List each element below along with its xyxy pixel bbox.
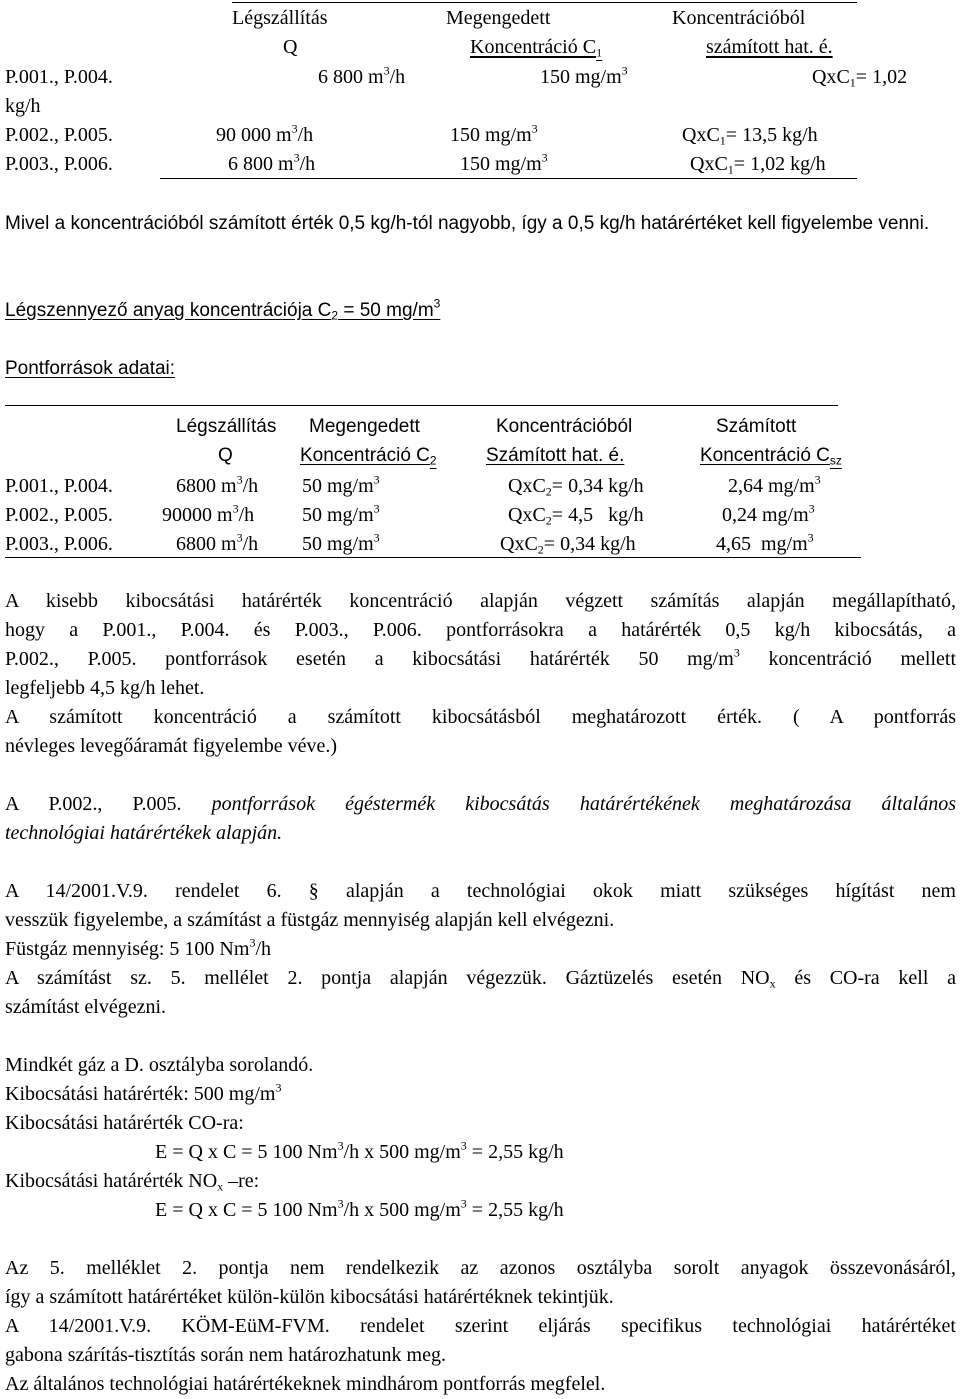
table1-row3-flow: 6 800 $m^3/h$ (228, 150, 316, 175)
p5-line3: Kibocsátási határérték CO-ra: (5, 1112, 244, 1134)
table2-row3-source: P.003., P.006. (5, 533, 113, 555)
table1-header-calc-limit: számított hat. é. (706, 36, 833, 58)
table2-row1-calc: QxC$_2$= 0,34 kg/h (508, 475, 644, 499)
table1-bottom-rule (160, 178, 857, 179)
p6-line3: A 14/2001.V.9. KÖM-EüM-FVM. rendelet szerint eljárás specifikus technológiai határértéket (5, 1315, 956, 1337)
table1-row1-calc: QxC$_1$= 1,02 (812, 66, 908, 90)
table2-row3-conc: 50 $mg/m^3$ (302, 530, 380, 555)
table2-header-allowed: Megengedett (309, 416, 420, 437)
table2-header-flow: Légszállítás (176, 416, 277, 437)
table2-header-result-conc: Koncentráció $C_{sz}$ (700, 445, 842, 468)
table1-header-flow: Légszállítás (232, 7, 328, 29)
table2-header-flow-q: Q (218, 445, 233, 466)
table2-header-calc: Koncentrációból (496, 416, 633, 437)
table2-row1-flow: 6800 $m^3/h$ (176, 472, 259, 497)
table2-row3-flow: 6800 $m^3/h$ (176, 530, 259, 555)
table1-row2-flow: 90 000 $m^3/h$ (216, 121, 314, 146)
p5-line2: Kibocsátási határérték: 500 $mg/m^3$ (5, 1080, 282, 1105)
p5-line1: Mindkét gáz a D. osztályba sorolandó. (5, 1054, 314, 1076)
p5-equation-co: E = Q x C = 5 100 Nm$^3$/h x 500 $mg/m^3 = 2,55$ kg/h (155, 1138, 564, 1163)
p6-line2: így a számított határértéket külön-külön kibocsátási határértéknek tekintjük. (5, 1286, 614, 1308)
p2-line6: névleges levegőáramát figyelembe véve.) (5, 735, 338, 757)
table1-row3-source: P.003., P.006. (5, 153, 113, 175)
table1-header-calc: Koncentrációból (672, 7, 806, 29)
p6-line4: gabona szárítás-tisztítás során nem határozhatunk meg. (5, 1344, 446, 1366)
table2-header-result: Számított (716, 416, 797, 437)
table1-header-flow-q: Q (283, 36, 298, 58)
p3-line2: technológiai határértékek alapján. (5, 822, 283, 844)
table2-bottom-rule (5, 557, 861, 558)
p2-line1: A kisebb kibocsátási határérték koncentráció alapján végzett számítás alapján megállapítható, (5, 590, 956, 612)
table2-row1-result: 2,64 $mg/m^3$ (728, 472, 821, 497)
table1-row1-wrap: kg/h (5, 95, 41, 117)
paragraph-threshold-note: Mivel a koncentrációból számított érték 0,5 kg/h-tól nagyobb, így a 0,5 kg/h határértéket kell figyelembe venni. (5, 213, 930, 234)
table2-row2-flow: 90000 $m^3/h$ (162, 501, 255, 526)
table2-row3-result: 4,65 $mg/m^3$ (716, 530, 814, 555)
p6-line1: Az 5. melléklet 2. pontja nem rendelkezik az azonos osztályba sorolt anyagok összevonásáról, (5, 1257, 956, 1279)
table1-row3-calc: QxC$_1$= 1,02 kg/h (690, 153, 826, 177)
table1-row1-conc: 150 $mg/m^3$ (540, 63, 628, 88)
table1-row3-conc: 150 $mg/m^3$ (460, 150, 548, 175)
pollutant-concentration-heading: Légszennyező anyag koncentrációja $C_2 = 50$ $mg/m^3$ (5, 296, 441, 323)
p4-line5: számítást elvégezni. (5, 996, 167, 1018)
table2-row3-calc: QxC$_2$= 0,34 kg/h (500, 533, 636, 557)
p2-line5: A számított koncentráció a számított kibocsátásból meghatározott érték. ( A pontforrás (5, 706, 956, 728)
p4-line2: vesszük figyelembe, a számítást a füstgáz mennyiség alapján kell elvégezni. (5, 909, 615, 931)
p6-line5: Az általános technológiai határértékeknek mindhárom pontforrás megfelel. (5, 1373, 606, 1395)
table1-top-rule (232, 2, 857, 3)
table1-row1-source: P.001., P.004. (5, 66, 113, 88)
table2-row2-conc: 50 $mg/m^3$ (302, 501, 380, 526)
p5-line4: Kibocsátási határérték $NO_x$ –re: (5, 1170, 260, 1194)
table2-top-rule (5, 405, 838, 406)
table1-header-allowed: Megengedett (446, 7, 551, 29)
table1-row1-flow: 6 800 $m^3/h$ (318, 63, 406, 88)
table2-header-allowed-conc: Koncentráció $C_2$ (300, 445, 437, 468)
table2-row2-result: 0,24 $mg/m^3$ (722, 501, 815, 526)
table1-row2-source: P.002., P.005. (5, 124, 113, 146)
table2-row1-conc: 50 $mg/m^3$ (302, 472, 380, 497)
table2-row1-source: P.001., P.004. (5, 475, 113, 497)
table1-row2-calc: QxC$_1$= 13,5 kg/h (682, 124, 818, 148)
p4-line4: A számítást sz. 5. mellélet 2. pontja alapján végezzük. Gáztüzelés esetén $NO_x$ és CO-ra kell a (5, 967, 956, 991)
table2-row2-calc: QxC$_2$= 4,5 kg/h (508, 504, 644, 528)
p2-line2: hogy a P.001., P.004. és P.003., P.006. pontforrásokra a határérték 0,5 kg/h kibocsátás, a (5, 619, 956, 641)
table1-header-allowed-conc: Koncentráció $C_1$ (470, 36, 603, 60)
p2-line4: legfeljebb 4,5 kg/h lehet. (5, 677, 205, 699)
point-sources-heading: Pontforrások adatai: (5, 358, 176, 379)
table1-row2-conc: 150 $mg/m^3$ (450, 121, 538, 146)
table2-header-calc-limit: Számított hat. é. (486, 445, 625, 466)
p5-equation-nox: E = Q x C = 5 100 Nm$^3$/h x 500 $mg/m^3 = 2,55$ kg/h (155, 1196, 564, 1221)
table2-row2-source: P.002., P.005. (5, 504, 113, 526)
p3-line1: A P.002., P.005. pontforrások égéstermék kibocsátás határértékének meghatározása általános (5, 793, 956, 815)
p4-line1: A 14/2001.V.9. rendelet 6. § alapján a technológiai okok miatt szükséges hígítást nem (5, 880, 956, 902)
p4-line3: Füstgáz mennyiség: 5 100 Nm$^3$/h (5, 935, 271, 960)
p2-line3: P.002., P.005. pontforrások esetén a kibocsátási határérték 50 $mg/m^3$ koncentráció mellett (5, 645, 956, 670)
